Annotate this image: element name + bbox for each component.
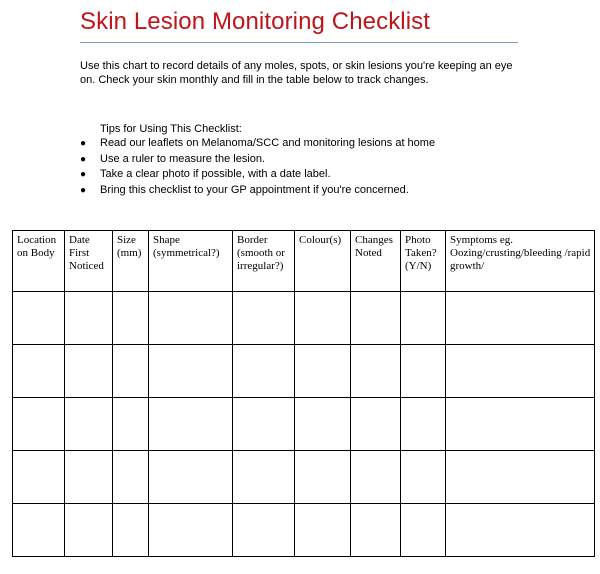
table-cell[interactable] bbox=[13, 398, 65, 451]
tip-item bbox=[80, 183, 435, 199]
table-cell[interactable] bbox=[401, 398, 446, 451]
column-header-date-first-noticed: Date First Noticed bbox=[65, 231, 113, 292]
table-cell[interactable] bbox=[65, 504, 113, 557]
table-cell[interactable] bbox=[149, 398, 233, 451]
table-cell[interactable] bbox=[13, 451, 65, 504]
table-row bbox=[13, 292, 595, 345]
table-cell[interactable] bbox=[401, 504, 446, 557]
table-cell[interactable] bbox=[295, 504, 351, 557]
table-cell[interactable] bbox=[446, 292, 595, 345]
table-row bbox=[13, 451, 595, 504]
bullet-icon: ● bbox=[80, 153, 87, 165]
table-cell[interactable] bbox=[446, 504, 595, 557]
column-header-symptoms: Symptoms eg. Oozing/crusting/bleeding /rapid growth/ bbox=[446, 231, 595, 292]
column-header-photo-taken: Photo Taken? (Y/N) bbox=[401, 231, 446, 292]
table-cell[interactable] bbox=[446, 345, 595, 398]
tip-item bbox=[80, 152, 435, 168]
table-cell[interactable] bbox=[401, 292, 446, 345]
table-cell[interactable] bbox=[351, 504, 401, 557]
column-header-changes-noted: Changes Noted bbox=[351, 231, 401, 292]
table-cell[interactable] bbox=[351, 451, 401, 504]
table-row bbox=[13, 504, 595, 557]
table-cell[interactable] bbox=[351, 345, 401, 398]
table-cell[interactable] bbox=[149, 451, 233, 504]
tips-list bbox=[80, 136, 435, 198]
column-header-colours: Colour(s) bbox=[295, 231, 351, 292]
table-cell[interactable] bbox=[233, 451, 295, 504]
table-cell[interactable] bbox=[295, 345, 351, 398]
column-header-location: Location on Body bbox=[13, 231, 65, 292]
page-title: Skin Lesion Monitoring Checklist bbox=[80, 8, 431, 35]
table-cell[interactable] bbox=[113, 451, 149, 504]
table-cell[interactable] bbox=[113, 292, 149, 345]
table-cell[interactable] bbox=[295, 398, 351, 451]
lesion-checklist-table bbox=[12, 230, 595, 557]
table-cell[interactable] bbox=[233, 398, 295, 451]
table-cell[interactable] bbox=[65, 345, 113, 398]
bullet-icon: ● bbox=[80, 138, 87, 149]
tip-text: Take a clear photo if possible, with a date label. bbox=[100, 168, 331, 180]
table-cell[interactable] bbox=[233, 345, 295, 398]
table-cell[interactable] bbox=[149, 292, 233, 345]
table-cell[interactable] bbox=[351, 292, 401, 345]
bullet-icon: ● bbox=[80, 184, 87, 196]
table-cell[interactable] bbox=[401, 345, 446, 398]
table-cell[interactable] bbox=[233, 292, 295, 345]
tip-text: Use a ruler to measure the lesion. bbox=[100, 152, 266, 165]
table-cell[interactable] bbox=[351, 398, 401, 451]
table-cell[interactable] bbox=[446, 398, 595, 451]
title-underline bbox=[80, 42, 518, 43]
tip-item bbox=[80, 136, 435, 152]
intro-text: Use this chart to record details of any moles, spots, or skin lesions you're keeping an eye on. Check your skin monthly and fill in the table below to track changes. bbox=[80, 60, 513, 86]
table-cell[interactable] bbox=[233, 504, 295, 557]
table-cell[interactable] bbox=[13, 345, 65, 398]
table-cell[interactable] bbox=[149, 504, 233, 557]
table-cell[interactable] bbox=[401, 451, 446, 504]
table-cell[interactable] bbox=[65, 292, 113, 345]
table-cell[interactable] bbox=[446, 451, 595, 504]
tip-item bbox=[80, 167, 435, 183]
table-cell[interactable] bbox=[65, 451, 113, 504]
table-cell[interactable] bbox=[113, 345, 149, 398]
table-cell[interactable] bbox=[113, 504, 149, 557]
bullet-icon: ● bbox=[80, 169, 87, 180]
table-cell[interactable] bbox=[295, 292, 351, 345]
table-cell[interactable] bbox=[295, 451, 351, 504]
tip-text: Read our leaflets on Melanoma/SCC and monitoring lesions at home bbox=[100, 137, 436, 149]
table-row bbox=[13, 398, 595, 451]
table-cell[interactable] bbox=[13, 504, 65, 557]
table-cell[interactable] bbox=[65, 398, 113, 451]
tip-text: Bring this checklist to your GP appointment if you're concerned. bbox=[100, 183, 409, 196]
table-header-row bbox=[13, 231, 595, 292]
tips-heading: Tips for Using This Checklist: bbox=[100, 123, 242, 135]
table-cell[interactable] bbox=[113, 398, 149, 451]
column-header-border: Border (smooth or irregular?) bbox=[233, 231, 295, 292]
table-row bbox=[13, 345, 595, 398]
column-header-shape: Shape (symmetrical?) bbox=[149, 231, 233, 292]
table-cell[interactable] bbox=[149, 345, 233, 398]
table-cell[interactable] bbox=[13, 292, 65, 345]
column-header-size: Size (mm) bbox=[113, 231, 149, 292]
